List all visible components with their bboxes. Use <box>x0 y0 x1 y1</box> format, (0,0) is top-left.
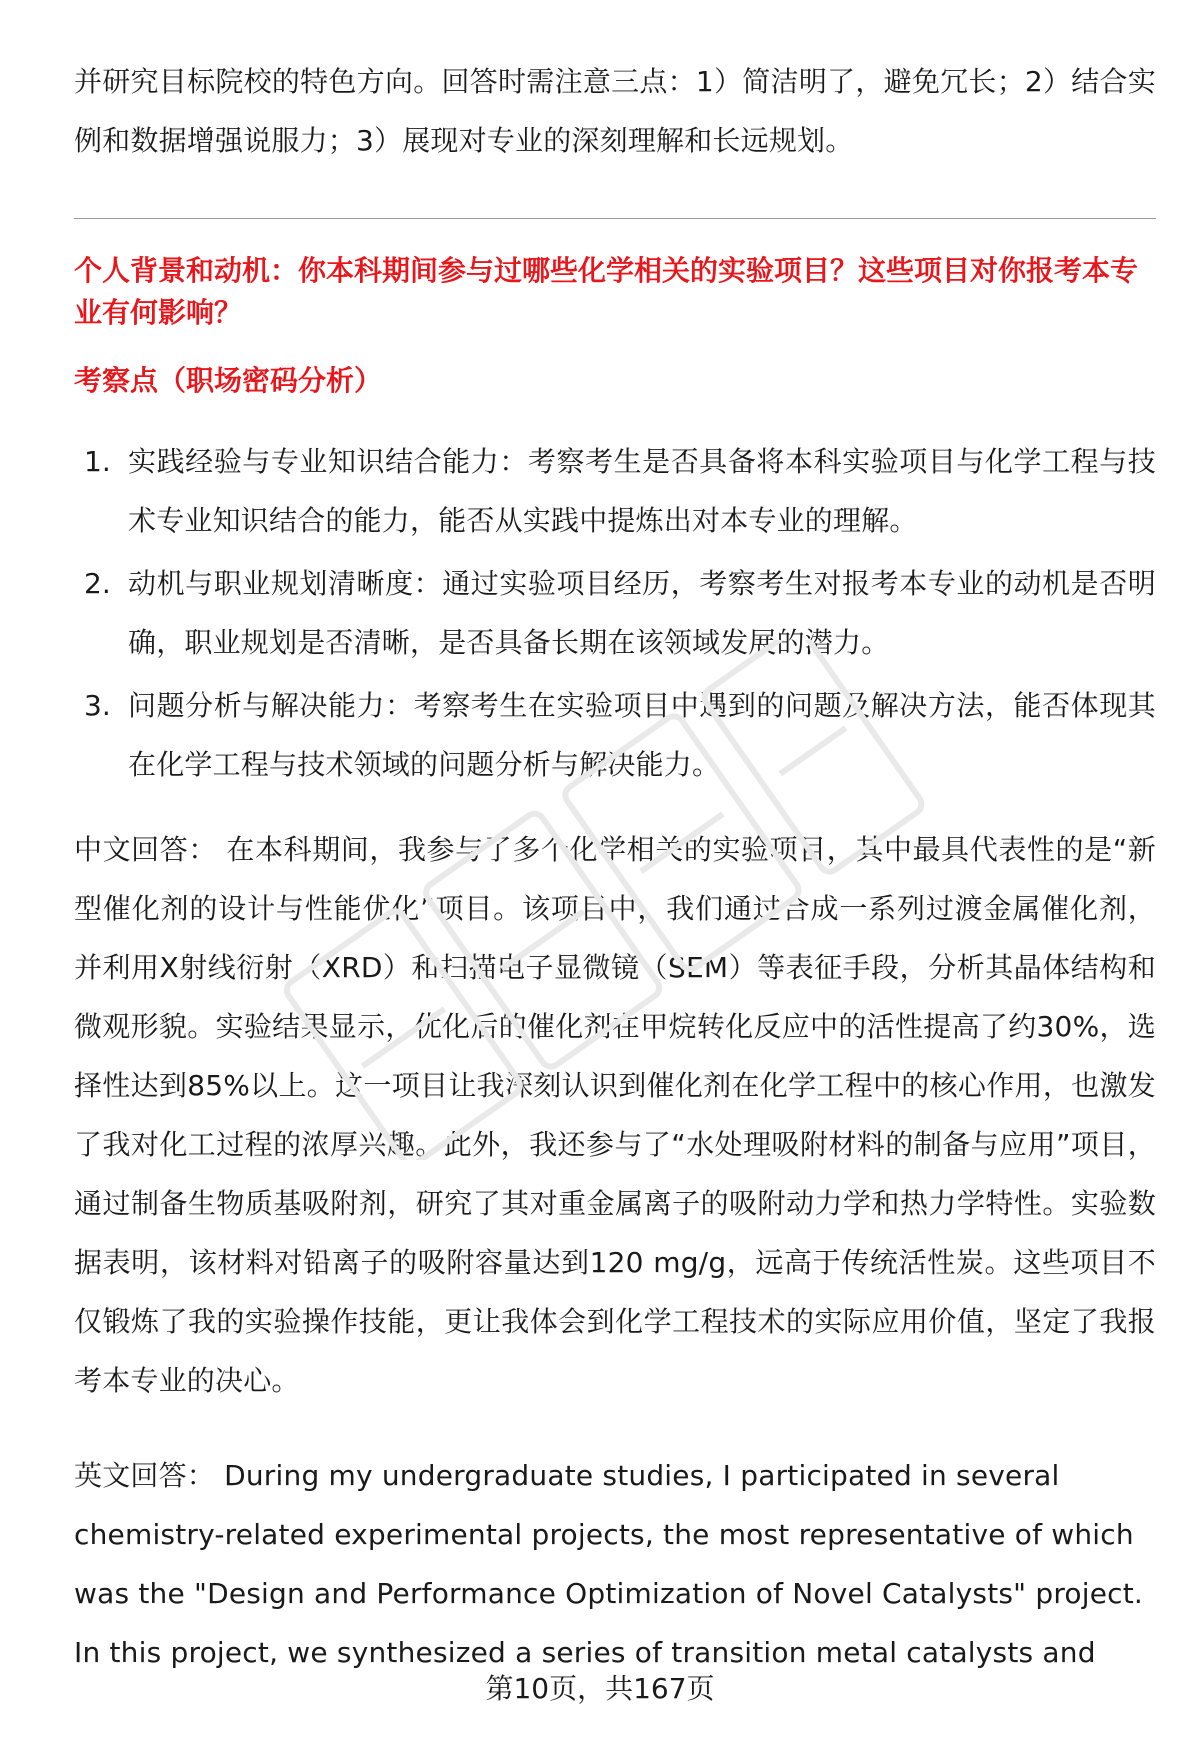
focus-heading: 考察点（职场密码分析） <box>74 364 383 397</box>
focus-item-text: 问题分析与解决能力：考察考生在实验项目中遇到的问题及解决方法，能否体现其在化学工程与技术领域的问题分析与解决能力。 <box>128 689 1156 781</box>
section-divider <box>74 218 1156 219</box>
focus-item-number: 2. <box>84 567 111 600</box>
focus-list <box>74 432 1156 798</box>
english-answer-paragraph: 英文回答： During my undergraduate studies, I participated in several chemistry-related experimental projects, the most representative of which was the "Design and Performance Optimization of Novel Catalysts" project. In this project, we synthesized a series of transition metal catalysts and <box>74 1459 1144 1669</box>
chinese-answer-paragraph: 中文回答： 在本科期间，我参与了多个化学相关的实验项目，其中最具代表性的是“新型催化剂的设计与性能优化”项目。该项目中，我们通过合成一系列过渡金属催化剂，并利用X射线衍射（XRD）和扫描电子显微镜（SEM）等表征手段，分析其晶体结构和微观形貌。实验结果显示，优化后的催化剂在甲烷转化反应中的活性提高了约30%，选择性达到85%以上。这一项目让我深刻认识到催化剂在化学工程中的核心作用，也激发了我对化工过程的浓厚兴趣。此外，我还参与了“水处理吸附材料的制备与应用”项目，通过制备生物质基吸附剂，研究了其对重金属离子的吸附动力学和热力学特性。实验数据表明，该材料对铅离子的吸附容量达到120 mg/g，远高于传统活性炭。这些项目不仅锻炼了我的实验操作技能，更让我体会到化学工程技术的实际应用价值，坚定了我报考本专业的决心。 <box>74 833 1156 1397</box>
focus-item-number: 3. <box>84 689 111 722</box>
focus-item-text: 实践经验与专业知识结合能力：考察考生是否具备将本科实验项目与化学工程与技术专业知识结合的能力，能否从实践中提炼出对本专业的理解。 <box>128 445 1156 537</box>
focus-item <box>74 432 1156 550</box>
focus-item-text: 动机与职业规划清晰度：通过实验项目经历，考察考生对报考本专业的动机是否明确，职业规划是否清晰，是否具备长期在该领域发展的潜力。 <box>128 567 1156 659</box>
focus-item-number: 1. <box>84 445 111 478</box>
focus-item <box>74 554 1156 672</box>
intro-paragraph: 并研究目标院校的特色方向。回答时需注意三点：1）简洁明了，避免冗长；2）结合实例和数据增强说服力；3）展现对专业的深刻理解和长远规划。 <box>74 65 1156 157</box>
focus-item <box>74 676 1156 794</box>
question-heading: 个人背景和动机：你本科期间参与过哪些化学相关的实验项目？这些项目对你报考本专业有何影响？ <box>74 254 1139 329</box>
page-number-footer: 第10页，共167页 <box>485 1672 715 1705</box>
